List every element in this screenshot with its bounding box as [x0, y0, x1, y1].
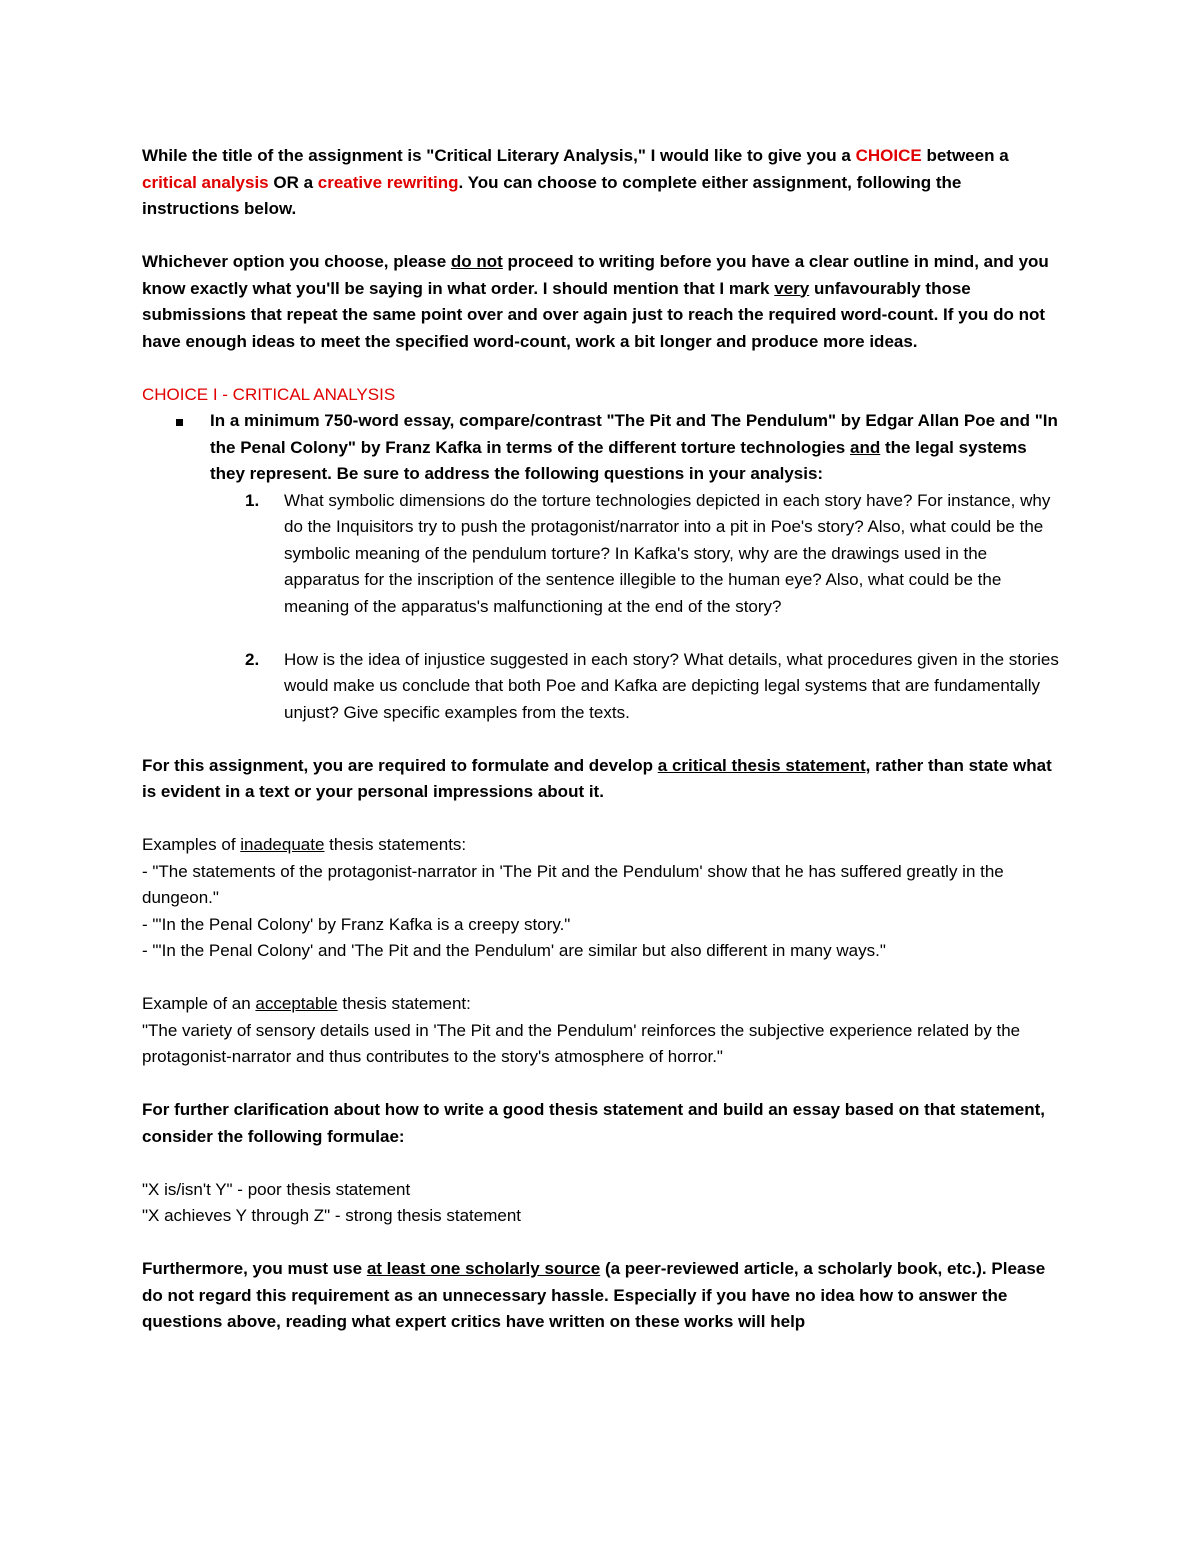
question-number: 1.: [245, 490, 260, 510]
inadequate-label-start: Examples of: [142, 835, 241, 854]
document-page: [142, 143, 1062, 1336]
scholarly-start: Furthermore, you must use: [142, 1259, 367, 1278]
choice-word: CHOICE: [855, 146, 922, 165]
acceptable-label-end: thesis statement:: [337, 994, 471, 1013]
and-emphasis: and: [849, 437, 881, 457]
square-bullet-icon: [176, 419, 183, 426]
inadequate-emphasis: inadequate: [240, 835, 325, 854]
inadequate-example: - "'In the Penal Colony' by Franz Kafka is a creepy story.": [142, 914, 571, 934]
scholarly-source-emphasis: at least one scholarly source: [366, 1259, 601, 1278]
choice-one-bullet: [142, 408, 1062, 488]
inadequate-label: [142, 832, 1062, 859]
scholarly-source-paragraph: [142, 1256, 1062, 1336]
outline-end: unfavourably those submissions that repeat the same point over and over again just to reach the required word-count. If you do not have enough ideas to meet the specified word-count, work a bit longer and produce more ideas.: [142, 278, 1046, 351]
question-text: How is the idea of injustice suggested in each story? What details, what procedures given in the stories would make us conclude that both Poe and Kafka are depicting legal systems that are fundamentally unjust? Give specific examples from the texts.: [284, 649, 1059, 722]
scholarly-end: (a peer-reviewed article, a scholarly book, etc.). Please do not regard this requirement as an unnecessary hassle. Especially if you have no idea how to answer the questions above, reading what expert critics have written on these works will help: [142, 1259, 1046, 1331]
acceptable-label: [142, 991, 1062, 1018]
clarification-paragraph: For further clarification about how to write a good thesis statement and build an essay based on that statement, consider the following formulae:: [142, 1100, 1046, 1146]
critical-analysis-term: critical analysis: [142, 172, 269, 192]
outline-mid: proceed to writing before you have a clear outline in mind, and you know exactly what you'll be saying in what order. I should mention that I mark: [142, 252, 1049, 298]
bullet-text-end: the legal systems they represent. Be sure to address the following questions in your analysis:: [210, 437, 1027, 483]
inadequate-label-end: thesis statements:: [324, 835, 467, 854]
formula-line: "X is/isn't Y" - poor thesis statement: [142, 1179, 411, 1199]
intro-between: between a: [926, 146, 1009, 165]
intro-or: OR a: [268, 172, 318, 192]
question-text: What symbolic dimensions do the torture technologies depicted in each story have? For instance, why do the Inquisitors try to push the protagonist/narrator into a pit in Poe's story? Also, what could be the symbolic meaning of the pendulum torture? In Kafka's story, why are the drawings used in the apparatus for the inscription of the sentence illegible to the human eye? Also, what could be the meaning of the apparatus's malfunctioning at the end of the story?: [284, 490, 1051, 616]
very-emphasis: very: [774, 278, 810, 298]
question-item: [245, 488, 1062, 621]
thesis-req-end: rather than state what is evident in a text or your personal impressions about it.: [142, 755, 1052, 801]
intro-paragraph: [142, 143, 1062, 223]
acceptable-label-start: Example of an: [142, 994, 256, 1013]
inadequate-example: - "The statements of the protagonist-narrator in 'The Pit and the Pendulum' show that he has suffered greatly in the dungeon.": [142, 861, 1004, 907]
bullet-text-start: In a minimum 750-word essay, compare/contrast "The Pit and The Pendulum" by Edgar Allan Poe and "In the Penal Colony" by Franz Kafka in terms of the different torture technologies: [210, 411, 1058, 457]
outline-start: Whichever option you choose, please: [142, 252, 451, 271]
thesis-requirement: [142, 753, 1062, 806]
intro-text: While the title of the assignment is "Critical Literary Analysis," I would like to give you a: [142, 146, 856, 165]
intro-end: . You can choose to complete either assignment, following the instructions below.: [142, 172, 962, 218]
do-not-emphasis: do not: [450, 252, 503, 271]
outline-paragraph: [142, 249, 1062, 355]
inadequate-example: - "'In the Penal Colony' and 'The Pit and the Pendulum' are similar but also different in many ways.": [142, 941, 886, 960]
acceptable-emphasis: acceptable: [255, 994, 338, 1013]
thesis-req-start: For this assignment, you are required to formulate and develop: [142, 755, 658, 775]
question-item: [245, 647, 1062, 727]
creative-rewriting-term: creative rewriting: [317, 172, 459, 192]
critical-thesis-emphasis: a critical thesis statement,: [657, 755, 871, 775]
acceptable-example: "The variety of sensory details used in 'The Pit and the Pendulum' reinforces the subjective experience related by the protagonist-narrator and thus contributes to the story's atmosphere of horror.": [142, 1020, 1021, 1066]
question-list: [142, 488, 1062, 727]
question-number: 2.: [245, 649, 260, 669]
choice-one-heading: CHOICE I - CRITICAL ANALYSIS: [142, 384, 396, 404]
formula-line: "X achieves Y through Z" - strong thesis statement: [142, 1206, 522, 1225]
